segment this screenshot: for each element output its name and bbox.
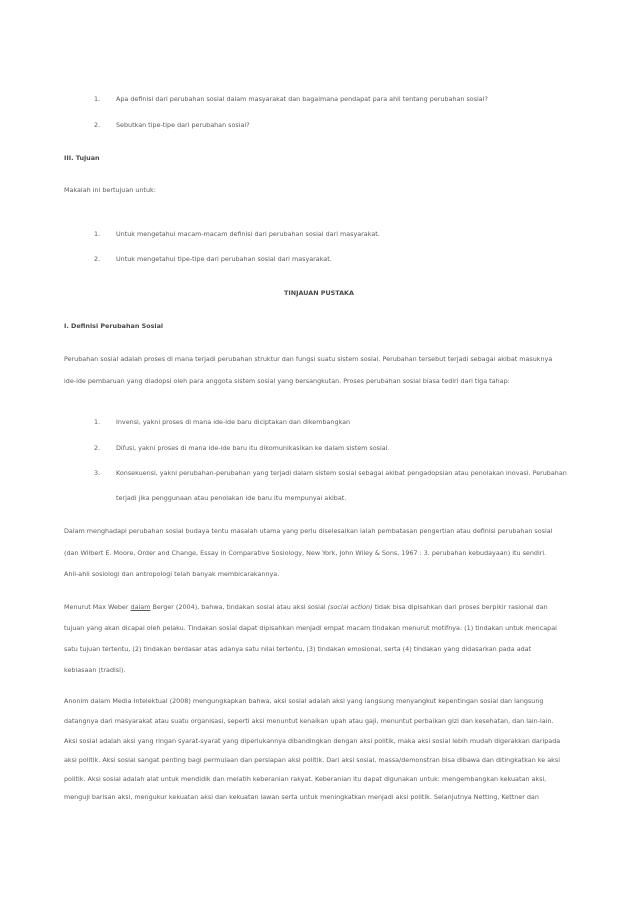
para1-line-1: Perubahan sosial adalah proses di mana terjadi perubahan struktur dan fungsi suatu sistem sosial. Perubahan tersebut terjadi sebagai akibat masuknya <box>64 355 553 363</box>
tujuan-item-2-number: 2. <box>94 255 101 263</box>
stage-2-text: Difusi, yakni proses di mana ide-ide baru itu dikomunikasikan ke dalam sistem sosial. <box>116 444 390 452</box>
para2-line-3: Ahli-ahli sosiologi dan antropologi telah banyak membicarakannya. <box>64 570 280 578</box>
para4-line-4: aksi politik. Aksi sosial sangat penting bagi permulaan dan persiapan aksi politik. Dari aksi sosial, massa/demonstran bisa dibawa dan ditingkatkan ke aksi <box>64 756 560 764</box>
para3-line-4: kebiasaan (tradisi). <box>64 666 126 674</box>
social-action-term: (social action) <box>327 603 373 611</box>
para3-line-2: tujuan yang akan dicapai oleh pelaku. Tindakan sosial dapat dipisahkan menjadi empat macam tindakan menurut motifnya: (1) tindakan untuk mencapai <box>64 624 557 632</box>
question-2-text: Sebutkan tipe-tipe dari perubahan sosial? <box>116 121 250 129</box>
section-heading-definisi: I. Definisi Perubahan Sosial <box>64 322 164 330</box>
stage-2-number: 2. <box>94 444 101 452</box>
para4-line-2: datangnya dari masyarakat atau suatu organisasi, seperti aksi menuntut kenaikan upah atau gaji, menuntut perbaikan gizi dan kesehatan, dan lain-lain. <box>64 717 554 725</box>
tujuan-intro: Makalah ini bertujuan untuk: <box>64 186 156 194</box>
para4-line-6: menguji barisan aksi, mengukur kekuatan aksi dan kekuatan lawan serta untuk meningkatkan menjadi aksi politik. Selanjutnya Netting, Kettner dan <box>64 793 539 801</box>
tinjauan-title: TINJAUAN PUSTAKA <box>284 289 354 297</box>
question-1-number: 1. <box>94 95 101 103</box>
para3-pre: Menurut Max Weber <box>64 603 131 611</box>
tujuan-heading: III. Tujuan <box>64 154 100 162</box>
stage-3-text-line-1: Konsekuensi, yakni perubahan-perubahan yang terjadi dalam sistem sosial sebagai akibat pengadopsian atau penolakan inovasi. Perubahan <box>116 469 567 477</box>
tujuan-item-2-text: Untuk mengetahui tipe-tipe dari perubahan sosial dari masyarakat. <box>116 255 332 263</box>
para4-line-5: politik. Aksi sosial adalah alat untuk mendidik dan melatih keberanian rakyat. Keberanian itu dapat digunakan untuk: mengembangkan kekuatan aksi, <box>64 775 547 783</box>
tujuan-item-1-number: 1. <box>94 230 101 238</box>
tujuan-item-1-text: Untuk mengetahui macam-macam definisi dari perubahan sosial dari masyarakat. <box>116 230 380 238</box>
para2-line-2: (dan Wilbert E. Moore, Order and Change, Essay in Comparative Sosiology, New York, John Wiley & Sons, 1967 : 3. perubahan kebudayaan) itu sendiri. <box>64 549 547 557</box>
para3-line-1 <box>64 603 548 612</box>
dalam-link[interactable]: dalam <box>130 603 151 611</box>
question-1-text: Apa definisi dari perubahan sosial dalam masyarakat dan bagaimana pendapat para ahli tentang perubahan sosial? <box>116 95 488 103</box>
stage-3-number: 3. <box>94 469 101 477</box>
para4-line-1: Anonim dalam Media Intelektual (2008) mengungkapkan bahwa, aksi sosial adalah aksi yang langsung menyangkut kepentingan sosial dan langsung <box>64 697 544 705</box>
para4-line-3: Aksi sosial adalah aksi yang ringan syarat-syarat yang diperlukannya dibandingkan dengan aksi politik, maka aksi sosial lebih mudah digerakkan daripada <box>64 737 561 745</box>
para3-mid: Berger (2004), bahwa, tindakan sosial atau aksi sosial <box>150 603 328 611</box>
stage-1-text: Invensi, yakni proses di mana ide-ide baru diciptakan dan dikembangkan <box>116 418 351 426</box>
para2-line-1: Dalam menghadapi perubahan sosial budaya tentu masalah utama yang perlu diselesaikan ialah pembatasan pengertian atau definisi perubahan sosial <box>64 527 553 535</box>
question-2-number: 2. <box>94 121 101 129</box>
para3-line-3: satu tujuan tertentu, (2) tindakan berdasar atas adanya satu nilai tertentu, (3) tindakan emosional, serta (4) tindakan yang didasarkan pada adat <box>64 645 532 653</box>
para1-line-2: ide-ide pembaruan yang diadopsi oleh para anggota sistem sosial yang bersangkutan. Proses perubahan sosial biasa tediri dari tiga tahap: <box>64 377 510 385</box>
para3-post: tidak bisa dipisahkan dari proses berpikir rasional dan <box>372 603 548 611</box>
stage-1-number: 1. <box>94 418 101 426</box>
stage-3-text-line-2: terjadi jika penggunaan atau penolakan ide baru itu mempunyai akibat. <box>116 494 347 502</box>
